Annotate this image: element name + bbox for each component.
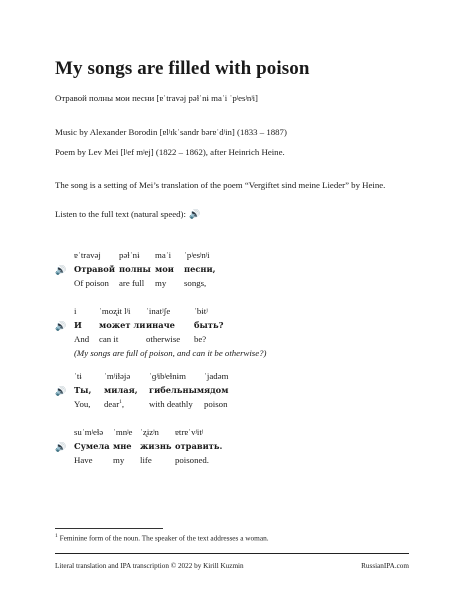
english-word: dear$^1$, bbox=[104, 399, 125, 409]
english-word: And bbox=[74, 334, 90, 344]
footnote-number: 1 bbox=[55, 533, 58, 539]
russian-word: И bbox=[74, 320, 82, 330]
english-word: can it bbox=[99, 334, 119, 344]
speaker-icon[interactable]: 🔊 bbox=[55, 442, 67, 452]
ipa-word: ˈtɨ bbox=[74, 371, 82, 381]
english-word: life bbox=[140, 455, 152, 465]
ipa-word: ˈmoʐɨt lʲi bbox=[99, 306, 131, 316]
speaker-icon[interactable]: 🔊 bbox=[55, 265, 67, 275]
english-word: be? bbox=[194, 334, 207, 344]
footnote bbox=[55, 533, 269, 542]
ipa-word: ɐˈtravəj bbox=[74, 250, 101, 260]
ipa-word: i bbox=[74, 306, 77, 316]
ipa-word: ˈʐɨzʲn bbox=[140, 427, 159, 437]
page-title: My songs are filled with poison bbox=[55, 58, 310, 79]
english-word-text: dear bbox=[104, 399, 120, 409]
song-subtitle: Отравой полны мои песни [ɐˈtravəj pəɫˈnɨ maˈi ˈpʲesʲnʲi] bbox=[55, 93, 258, 103]
english-word: otherwise bbox=[146, 334, 181, 344]
ipa-word: ˈmʲiɫəjə bbox=[104, 371, 131, 381]
english-word: my bbox=[155, 278, 167, 288]
listen-label: Listen to the full text (natural speed): bbox=[55, 209, 186, 219]
ipa-word: ˈbɨtʲ bbox=[194, 306, 208, 316]
russian-word: ядом bbox=[204, 385, 229, 395]
ipa-word: pəɫˈnɨ bbox=[119, 250, 140, 260]
ipa-word: ˈpʲesʲnʲi bbox=[184, 250, 210, 260]
russian-word: мои bbox=[155, 264, 174, 274]
russian-word: быть? bbox=[194, 320, 224, 330]
footnote-text: Feminine form of the noun. The speaker of the text addresses a woman. bbox=[57, 533, 269, 543]
russian-word: жизнь bbox=[140, 441, 172, 451]
english-word: with deathly bbox=[149, 399, 193, 409]
speaker-icon[interactable]: 🔊 bbox=[55, 386, 67, 396]
ipa-word: ɐtrɐˈvʲitʲ bbox=[175, 427, 204, 437]
ipa-word: ˈinatʲʃe bbox=[146, 306, 171, 316]
footer-site-link[interactable]: RussianIPA.com bbox=[361, 562, 409, 570]
russian-word: Сумела bbox=[74, 441, 110, 451]
speaker-icon[interactable]: 🔊 bbox=[188, 209, 201, 219]
russian-word: милая, bbox=[104, 385, 138, 395]
ipa-word: suˈmʲeɫə bbox=[74, 427, 104, 437]
english-word: You, bbox=[74, 399, 91, 409]
footer-divider bbox=[55, 553, 409, 554]
english-word: poison bbox=[204, 399, 228, 409]
ipa-word: ˈɡʲibʲeɫnɨm bbox=[149, 371, 186, 381]
russian-word: песни, bbox=[184, 264, 216, 274]
listen-line bbox=[55, 209, 200, 220]
footnote-marker[interactable]: 1 bbox=[119, 399, 122, 406]
ipa-word: ˈmnʲe bbox=[113, 427, 133, 437]
english-word: Of poison bbox=[74, 278, 109, 288]
russian-word: Отравой bbox=[74, 264, 115, 274]
russian-word: полны bbox=[119, 264, 151, 274]
footnote-divider bbox=[55, 528, 163, 529]
english-word: songs, bbox=[184, 278, 207, 288]
speaker-icon[interactable]: 🔊 bbox=[55, 321, 67, 331]
english-word: poisoned. bbox=[175, 455, 209, 465]
free-translation: (My songs are full of poison, and can it be otherwise?) bbox=[74, 348, 267, 358]
english-word: my bbox=[113, 455, 125, 465]
english-word: are full bbox=[119, 278, 145, 288]
russian-word: гибельным bbox=[149, 385, 205, 395]
english-word: Have bbox=[74, 455, 93, 465]
russian-word: мне bbox=[113, 441, 132, 451]
russian-word: может ли bbox=[99, 320, 146, 330]
footer-copyright: Literal translation and IPA transcription © 2022 by Kirill Kuzmin bbox=[55, 562, 244, 570]
intro-text: The song is a setting of Mei’s translation of the poem “Vergiftet sind meine Lieder” by Heine. bbox=[55, 180, 386, 190]
russian-word: отравить. bbox=[175, 441, 223, 451]
music-credit: Music by Alexander Borodin [ɐlʲɪkˈsandr bərɐˈdʲin] (1833 – 1887) bbox=[55, 127, 287, 137]
ipa-word: ˈjadəm bbox=[204, 371, 229, 381]
russian-word: Ты, bbox=[74, 385, 92, 395]
ipa-word: maˈi bbox=[155, 250, 172, 260]
poem-credit: Poem by Lev Mei [lʲef mʲej] (1822 – 1862), after Heinrich Heine. bbox=[55, 147, 285, 157]
russian-word: иначе bbox=[146, 320, 175, 330]
